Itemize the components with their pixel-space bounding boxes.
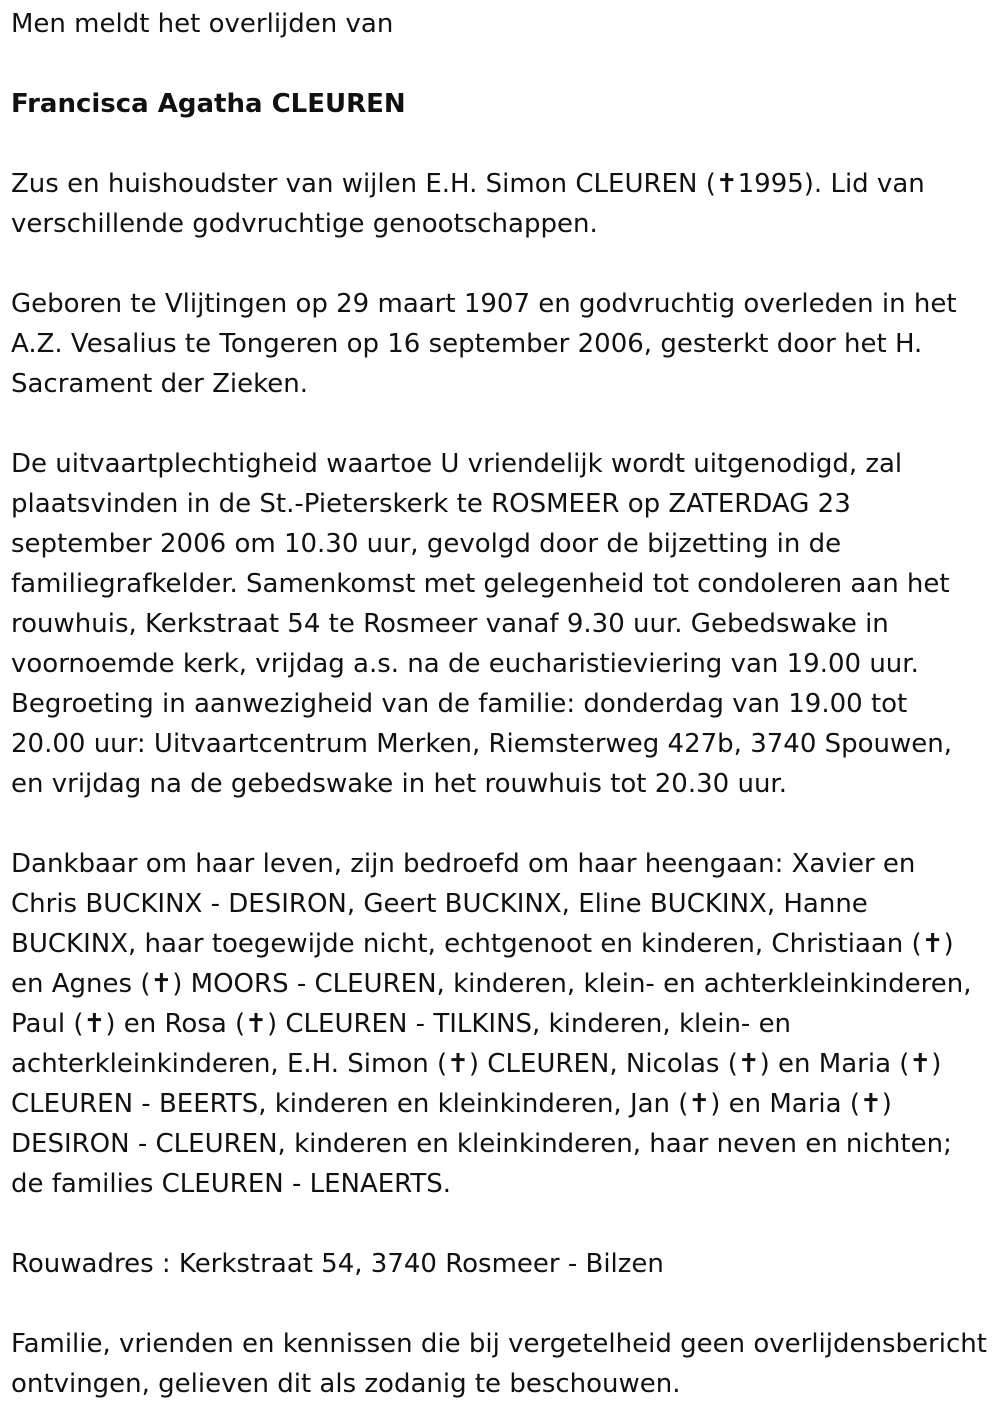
closing-paragraph: Familie, vrienden en kennissen die bij vergetelheid geen overlijdensbericht ontvingen, gelieven dit als zodanig te beschouwen. [11,1329,987,1399]
intro-line: Men meldt het overlijden van [11,9,394,39]
funeral-paragraph: De uitvaartplechtigheid waartoe U vriendelijk wordt uitgenodigd, zal plaatsvinden in de St.-Pieterskerk te ROSMEER op ZATERDAG 23 september 2006 om 10.30 uur, gevolgd door de bijzetting in de familiegrafkelder. Samenkomst met gelegenheid tot condoleren aan het rouwhuis, Kerkstraat 54 te Rosmeer vanaf 9.30 uur. Gebedswake in voornoemde kerk, vrijdag a.s. na de eucharistieviering van 19.00 uur. Begroeting in aanwezigheid van de familie: donderdag van 19.00 tot 20.00 uur: Uitvaartcentrum Merken, Riemsterweg 427b, 3740 Spouwen, en vrijdag na de gebedswake in het rouwhuis tot 20.30 uur. [11,449,953,799]
relation-paragraph: Zus en huishoudster van wijlen E.H. Simon CLEUREN (✝1995). Lid van verschillende godvruchtige genootschappen. [11,169,925,239]
address-line: Rouwadres : Kerkstraat 54, 3740 Rosmeer - Bilzen [11,1249,664,1279]
family-paragraph: Dankbaar om haar leven, zijn bedroefd om haar heengaan: Xavier en Chris BUCKINX - DESIRON, Geert BUCKINX, Eline BUCKINX, Hanne BUCKINX, haar toegewijde nicht, echtgenoot en kinderen, Christiaan (✝) en Agnes (✝) MOORS - CLEUREN, kinderen, klein- en achterkleinkinderen, Paul (✝) en Rosa (✝) CLEUREN - TILKINS, kinderen, klein- en achterkleinkinderen, E.H. Simon (✝) CLEUREN, Nicolas (✝) en Maria (✝) CLEUREN - BEERTS, kinderen en kleinkinderen, Jan (✝) en Maria (✝) DESIRON - CLEUREN, kinderen en kleinkinderen, haar neven en nichten; de families CLEUREN - LENAERTS. [11,849,972,1199]
deceased-name: Francisca Agatha CLEUREN [11,89,406,119]
birth-death-paragraph: Geboren te Vlijtingen op 29 maart 1907 en godvruchtig overleden in het A.Z. Vesalius te Tongeren op 16 september 2006, gesterkt door het H. Sacrament der Zieken. [11,289,957,399]
